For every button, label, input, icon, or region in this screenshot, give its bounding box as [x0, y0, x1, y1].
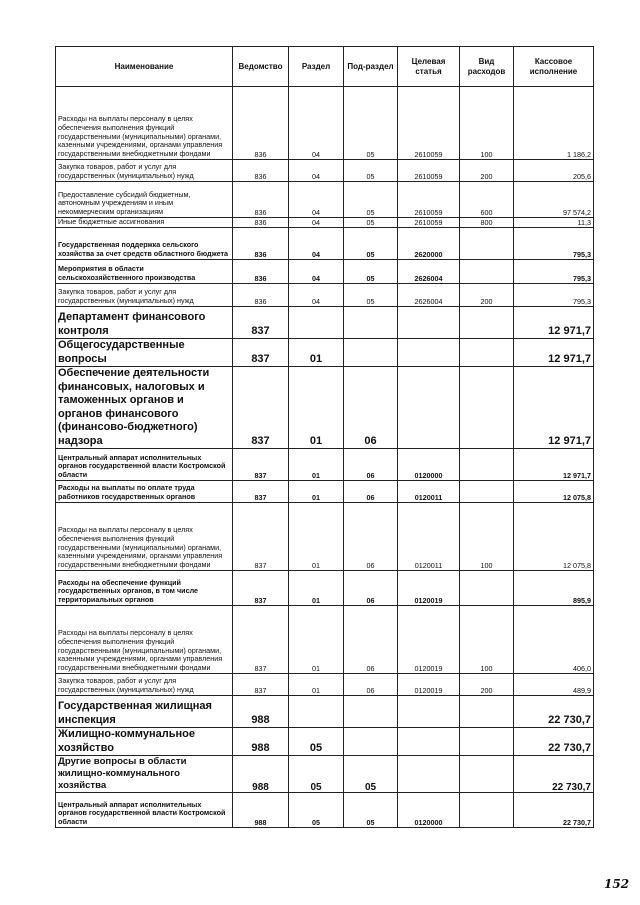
table-row [56, 674, 594, 696]
row-section: 04 [289, 160, 344, 182]
row-target [398, 367, 460, 449]
row-name: Другие вопросы в области жилищно-коммунального хозяйства [56, 756, 233, 793]
row-name: Предоставление субсидий бюджетным, автономным учреждениям и иным некоммерческим организациям [56, 182, 233, 218]
row-subsection: 05 [344, 160, 398, 182]
row-section [289, 696, 344, 728]
header-amount: Кассовое исполнение [514, 47, 594, 87]
row-section: 05 [289, 793, 344, 828]
row-section: 04 [289, 284, 344, 307]
row-target [398, 339, 460, 367]
table-row [56, 182, 594, 218]
row-section: 01 [289, 339, 344, 367]
table-row [56, 339, 594, 367]
header-dept: Ведомство [233, 47, 289, 87]
table-row [56, 756, 594, 793]
budget-table [55, 46, 594, 828]
row-kind [460, 449, 514, 481]
row-subsection: 05 [344, 793, 398, 828]
row-dept: 837 [233, 606, 289, 674]
row-kind [460, 793, 514, 828]
row-subsection: 05 [344, 756, 398, 793]
row-target [398, 728, 460, 756]
row-dept: 836 [233, 218, 289, 228]
row-name: Жилищно-коммунальное хозяйство [56, 728, 233, 756]
row-dept: 837 [233, 674, 289, 696]
row-dept: 836 [233, 284, 289, 307]
row-amount: 12 075,8 [514, 503, 594, 571]
row-name: Расходы на выплаты персоналу в целях обеспечения выполнения функций государственными (муниципальными) органами, казенными учреждениями, органами управления государственными внебюджетными фондами [56, 87, 233, 160]
row-name: Расходы на выплаты персоналу в целях обеспечения выполнения функций государственными (муниципальными) органами, казенными учреждениями, органами управления государственными внебюджетными фондами [56, 503, 233, 571]
row-subsection: 05 [344, 218, 398, 228]
row-kind [460, 260, 514, 284]
row-section: 05 [289, 756, 344, 793]
row-subsection [344, 339, 398, 367]
row-amount: 489,9 [514, 674, 594, 696]
row-subsection: 06 [344, 503, 398, 571]
row-subsection [344, 696, 398, 728]
row-subsection [344, 307, 398, 339]
row-name: Расходы на выплаты по оплате труда работников государственных органов [56, 481, 233, 503]
row-kind: 100 [460, 503, 514, 571]
header-subsection: Под-раздел [344, 47, 398, 87]
table-row [56, 728, 594, 756]
row-name: Обеспечение деятельности финансовых, налоговых и таможенных органов и органов финансового (финансово-бюджетного) надзора [56, 367, 233, 449]
row-dept: 837 [233, 339, 289, 367]
row-amount: 22 730,7 [514, 696, 594, 728]
row-kind [460, 696, 514, 728]
row-subsection: 05 [344, 284, 398, 307]
row-amount: 795,3 [514, 228, 594, 260]
row-kind [460, 728, 514, 756]
row-section: 01 [289, 674, 344, 696]
row-dept: 836 [233, 87, 289, 160]
row-subsection [344, 728, 398, 756]
row-name: Центральный аппарат исполнительных органов государственной власти Костромской области [56, 793, 233, 828]
row-target: 2626004 [398, 260, 460, 284]
page-number: 152 [604, 877, 630, 891]
row-dept: 836 [233, 228, 289, 260]
row-kind: 800 [460, 218, 514, 228]
row-dept: 837 [233, 449, 289, 481]
table-row [56, 218, 594, 228]
row-subsection: 05 [344, 260, 398, 284]
row-dept: 837 [233, 367, 289, 449]
row-section: 01 [289, 571, 344, 606]
row-name: Мероприятия в области сельскохозяйственного производства [56, 260, 233, 284]
row-subsection: 06 [344, 367, 398, 449]
row-name: Общегосударственные вопросы [56, 339, 233, 367]
row-target: 0120019 [398, 571, 460, 606]
row-name: Расходы на обеспечение функций государственных органов, в том числе территориальных органов [56, 571, 233, 606]
row-name: Закупка товаров, работ и услуг для государственных (муниципальных) нужд [56, 284, 233, 307]
row-amount: 895,9 [514, 571, 594, 606]
row-kind: 600 [460, 182, 514, 218]
row-name: Закупка товаров, работ и услуг для государственных (муниципальных) нужд [56, 674, 233, 696]
row-section: 01 [289, 449, 344, 481]
row-section: 01 [289, 367, 344, 449]
row-target: 0120000 [398, 793, 460, 828]
row-dept: 988 [233, 696, 289, 728]
row-kind [460, 481, 514, 503]
row-amount: 1 186,2 [514, 87, 594, 160]
row-target: 0120011 [398, 503, 460, 571]
table-row [56, 367, 594, 449]
row-subsection: 06 [344, 481, 398, 503]
row-kind: 100 [460, 606, 514, 674]
row-amount: 22 730,7 [514, 756, 594, 793]
row-kind [460, 339, 514, 367]
row-dept: 988 [233, 728, 289, 756]
row-amount: 795,3 [514, 284, 594, 307]
row-name: Иные бюджетные ассигнования [56, 218, 233, 228]
row-amount: 97 574,2 [514, 182, 594, 218]
row-target: 0120011 [398, 481, 460, 503]
row-kind: 200 [460, 674, 514, 696]
header-target: Целевая статья [398, 47, 460, 87]
row-name: Департамент финансового контроля [56, 307, 233, 339]
row-target: 0120019 [398, 606, 460, 674]
row-section: 04 [289, 87, 344, 160]
row-section [289, 307, 344, 339]
table-row [56, 228, 594, 260]
table-row [56, 307, 594, 339]
row-target: 2610059 [398, 182, 460, 218]
row-subsection: 06 [344, 606, 398, 674]
row-target: 2610059 [398, 218, 460, 228]
row-subsection: 06 [344, 571, 398, 606]
row-kind: 200 [460, 160, 514, 182]
table-row [56, 571, 594, 606]
row-target [398, 307, 460, 339]
row-target [398, 696, 460, 728]
row-target: 2626004 [398, 284, 460, 307]
row-dept: 836 [233, 182, 289, 218]
table-row [56, 160, 594, 182]
table-row [56, 449, 594, 481]
row-dept: 988 [233, 756, 289, 793]
row-dept: 837 [233, 503, 289, 571]
row-amount: 12 971,7 [514, 367, 594, 449]
header-kind: Вид расходов [460, 47, 514, 87]
row-subsection: 05 [344, 228, 398, 260]
row-target: 2620000 [398, 228, 460, 260]
row-target: 0120019 [398, 674, 460, 696]
header-row [56, 47, 594, 87]
row-subsection: 06 [344, 674, 398, 696]
row-kind [460, 571, 514, 606]
row-name: Расходы на выплаты персоналу в целях обеспечения выполнения функций государственными (муниципальными) органами, казенными учреждениями, органами управления государственными внебюджетными фондами [56, 606, 233, 674]
row-amount: 795,3 [514, 260, 594, 284]
table-row [56, 260, 594, 284]
row-subsection: 05 [344, 87, 398, 160]
table-row [56, 696, 594, 728]
row-dept: 837 [233, 571, 289, 606]
row-section: 05 [289, 728, 344, 756]
row-name: Закупка товаров, работ и услуг для государственных (муниципальных) нужд [56, 160, 233, 182]
row-subsection: 06 [344, 449, 398, 481]
row-dept: 836 [233, 260, 289, 284]
row-dept: 837 [233, 307, 289, 339]
table-row [56, 87, 594, 160]
row-section: 01 [289, 503, 344, 571]
row-dept: 988 [233, 793, 289, 828]
row-kind [460, 307, 514, 339]
row-subsection: 05 [344, 182, 398, 218]
row-dept: 836 [233, 160, 289, 182]
table-row [56, 284, 594, 307]
row-amount: 12 971,7 [514, 339, 594, 367]
row-target: 2610059 [398, 160, 460, 182]
row-amount: 12 971,7 [514, 449, 594, 481]
row-amount: 406,0 [514, 606, 594, 674]
table-row [56, 503, 594, 571]
row-name: Центральный аппарат исполнительных органов государственной власти Костромской области [56, 449, 233, 481]
row-amount: 22 730,7 [514, 728, 594, 756]
table-row [56, 606, 594, 674]
row-amount: 12 971,7 [514, 307, 594, 339]
row-section: 04 [289, 260, 344, 284]
row-kind [460, 367, 514, 449]
row-section: 04 [289, 228, 344, 260]
row-section: 01 [289, 606, 344, 674]
row-name: Государственная поддержка сельского хозяйства за счет средств областного бюджета [56, 228, 233, 260]
header-section: Раздел [289, 47, 344, 87]
row-target: 0120000 [398, 449, 460, 481]
table-row [56, 481, 594, 503]
header-name: Наименование [56, 47, 233, 87]
row-section: 01 [289, 481, 344, 503]
row-amount: 22 730,7 [514, 793, 594, 828]
row-kind [460, 756, 514, 793]
row-section: 04 [289, 218, 344, 228]
row-kind: 200 [460, 284, 514, 307]
row-kind: 100 [460, 87, 514, 160]
table-row [56, 793, 594, 828]
row-name: Государственная жилищная инспекция [56, 696, 233, 728]
row-kind [460, 228, 514, 260]
row-dept: 837 [233, 481, 289, 503]
row-section: 04 [289, 182, 344, 218]
row-target: 2610059 [398, 87, 460, 160]
row-target [398, 756, 460, 793]
row-amount: 205,6 [514, 160, 594, 182]
row-amount: 11,3 [514, 218, 594, 228]
row-amount: 12 075,8 [514, 481, 594, 503]
